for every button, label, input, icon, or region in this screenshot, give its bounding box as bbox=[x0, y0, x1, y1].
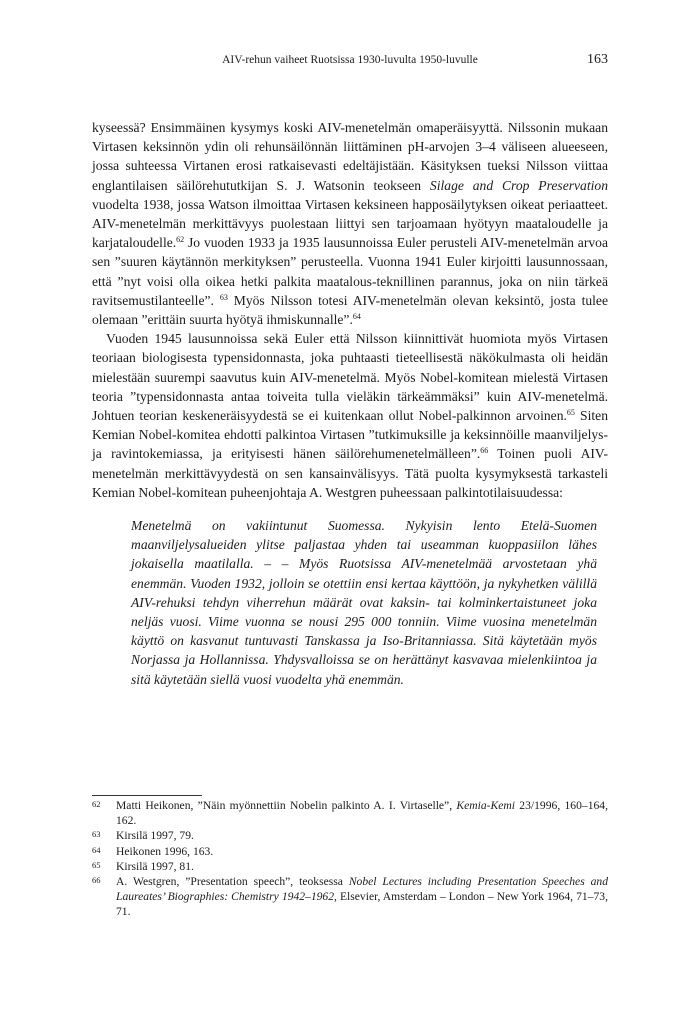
footnote-reference: 66 bbox=[480, 446, 489, 456]
text-run: Matti Heikonen, ”Näin myönnettiin Nobelin palkinto A. I. Virtaselle”, bbox=[116, 799, 457, 812]
text-run: 23/1996, 160–164, 162. bbox=[116, 799, 608, 828]
footnote-text bbox=[116, 798, 608, 828]
paragraph-1 bbox=[92, 118, 608, 329]
page-number: 163 bbox=[587, 52, 608, 67]
footnote-number: 62 bbox=[92, 799, 101, 809]
footnote-number: 66 bbox=[92, 875, 101, 886]
footnote-item bbox=[92, 798, 608, 828]
text-run: Heikonen 1996, 163. bbox=[116, 844, 214, 858]
text-run: kyseessä? Ensimmäinen kysymys koski AIV-menetelmän omaperäisyyttä. Nilssonin mukaan Virtasen keksinnön ydin oli rehunsäilönnän liittäminen pH-arvojen 3–4 väliseen alueeseen, jossa suhteessa Virtanen erosi ratkaisevasti edeltäjistään. Käsityksen tueksi Nilsson viittaa englantilaisen säilörehututkijan S. J. Watsonin teokseen bbox=[92, 120, 608, 193]
text-run: A. Westgren, ”Presentation speech”, teoksessa bbox=[116, 875, 349, 889]
text-run: Vuoden 1945 lausunnoissa sekä Euler että Nilsson kiinnittivät huomiota myös Virtasen teoriaan biologisesta typensidonnasta, joka puhtaasti tieteellisestä näkökulmasta oli heidän mielestään suurempi saavutus kuin AIV-menetelmä. Myös Nobel-komitean mielestä Virtasen teoria ”typensidonnasta antaa toiveita tulla vieläkin tärkeämmäksi” kuin AIV-menetelmä. Johtuen teorian keskeneräisyydestä se ei kuitenkaan ollut Nobel-palkinnon arvoinen. bbox=[92, 331, 608, 424]
italic-title: Nobel Lectures including Presentation Speeches and Laureates’ Biographies: Chemistry 1942–1962 bbox=[116, 875, 609, 904]
block-quote: Menetelmä on vakiintunut Suomessa. Nykyisin lento Etelä-Suomen maanviljelysalueiden ylitse paljastaa yhden tai useamman kuoppasiilon lähes jokaisella maatilalla. – – Myös Ruotsissa AIV-menetelmää arvostetaan yhä enemmän. Vuoden 1932, jolloin se otettiin ensi kertaa käyttöön, ja nykyhetken välillä AIV-rehuksi tehdyn viherrehun määrät ovat kaksin- tai kolminkertaistuneet joka neljäs vuosi. Viime vuonna se nousi 295 000 tonniin. Viime vuosina menetelmän käyttö on kasvanut tuntuvasti Tanskassa ja Iso-Britanniassa. Sitä käytetään myös Norjassa ja Hollannissa. Yhdysvalloissa se on herättänyt kasvavaa mielenkiintoa ja sitä käytetään siellä vuosi vuodelta yhä enemmän. bbox=[131, 518, 597, 687]
footnote-text bbox=[116, 828, 608, 843]
footnote-item bbox=[92, 859, 608, 874]
footnote-number: 64 bbox=[92, 844, 101, 855]
footnote-number: 65 bbox=[92, 859, 101, 870]
page-header bbox=[92, 54, 608, 72]
footnote-number: 63 bbox=[92, 829, 101, 840]
footnote-divider bbox=[92, 795, 202, 796]
footnote-text bbox=[116, 844, 608, 859]
body-text bbox=[92, 118, 608, 689]
footnote-text bbox=[116, 859, 608, 874]
text-run: Myös Nilsson totesi AIV-menetelmän olevan keksintö, josta tulee olemaan ”erittäin suurta hyötyä ihmiskunnalle”. bbox=[92, 292, 609, 328]
footnote-reference: 63 bbox=[219, 292, 228, 302]
footnote-reference: 64 bbox=[352, 312, 361, 322]
footnotes bbox=[92, 798, 608, 920]
footnote-item bbox=[92, 828, 608, 843]
text-run: vuodelta 1938, jossa Watson ilmoittaa Virtasen keksineen happosäilytyksen oikeat periaatteet. AIV-menetelmän merkittävyys puolestaan liittyi sen tarjoamaan hyötyyn maataloudelle ja karjataloudelle. bbox=[92, 196, 608, 251]
text-run: Kirsilä 1997, 79. bbox=[116, 829, 194, 843]
text-run: Toinen puoli AIV-menetelmän merkittävyydestä on sen kansainvälisyys. Tätä puolta kysymyksestä tarkasteli Kemian Nobel-komitean puheenjohtaja A. Westgren puheessaan palkintotilaisuudessa: bbox=[92, 446, 609, 500]
footnote-reference: 65 bbox=[566, 408, 575, 418]
text-run: , Elsevier, Amsterdam – London – New York 1964, 71–73, 71. bbox=[116, 890, 608, 919]
text-run: Jo vuoden 1933 ja 1935 lausunnoissa Euler perusteli AIV-menetelmän arvoa sen ”suuren käytännön merkityksen” perusteella. Vuonna 1941 Euler kirjoitti lausunnossaan, että ”nyt voisi olla oikea hetki palkita maatalous-teknillinen parannus, joka on niin tärkeä ravitsemustilanteelle”. bbox=[92, 235, 608, 308]
italic-title: Silage and Crop Preservation bbox=[429, 177, 608, 193]
text-run: Kirsilä 1997, 81. bbox=[116, 859, 194, 873]
text-run: Siten Kemian Nobel-komitea ehdotti palkintoa Virtasen ”tutkimuksille ja keksinnöille maanviljelys- ja ravintokemiassa, ja erityisesti hänen säilörehumenetelmälleen”. bbox=[92, 408, 608, 462]
footnote-text bbox=[116, 874, 608, 920]
footnote-item bbox=[92, 874, 608, 920]
footnote-item bbox=[92, 844, 608, 859]
footnote-reference: 62 bbox=[176, 235, 185, 245]
italic-title: Kemia-Kemi bbox=[456, 799, 516, 812]
running-title: AIV-rehun vaiheet Ruotsissa 1930-luvulta 1950-luvulle bbox=[222, 54, 478, 66]
paragraph-2 bbox=[92, 329, 608, 502]
